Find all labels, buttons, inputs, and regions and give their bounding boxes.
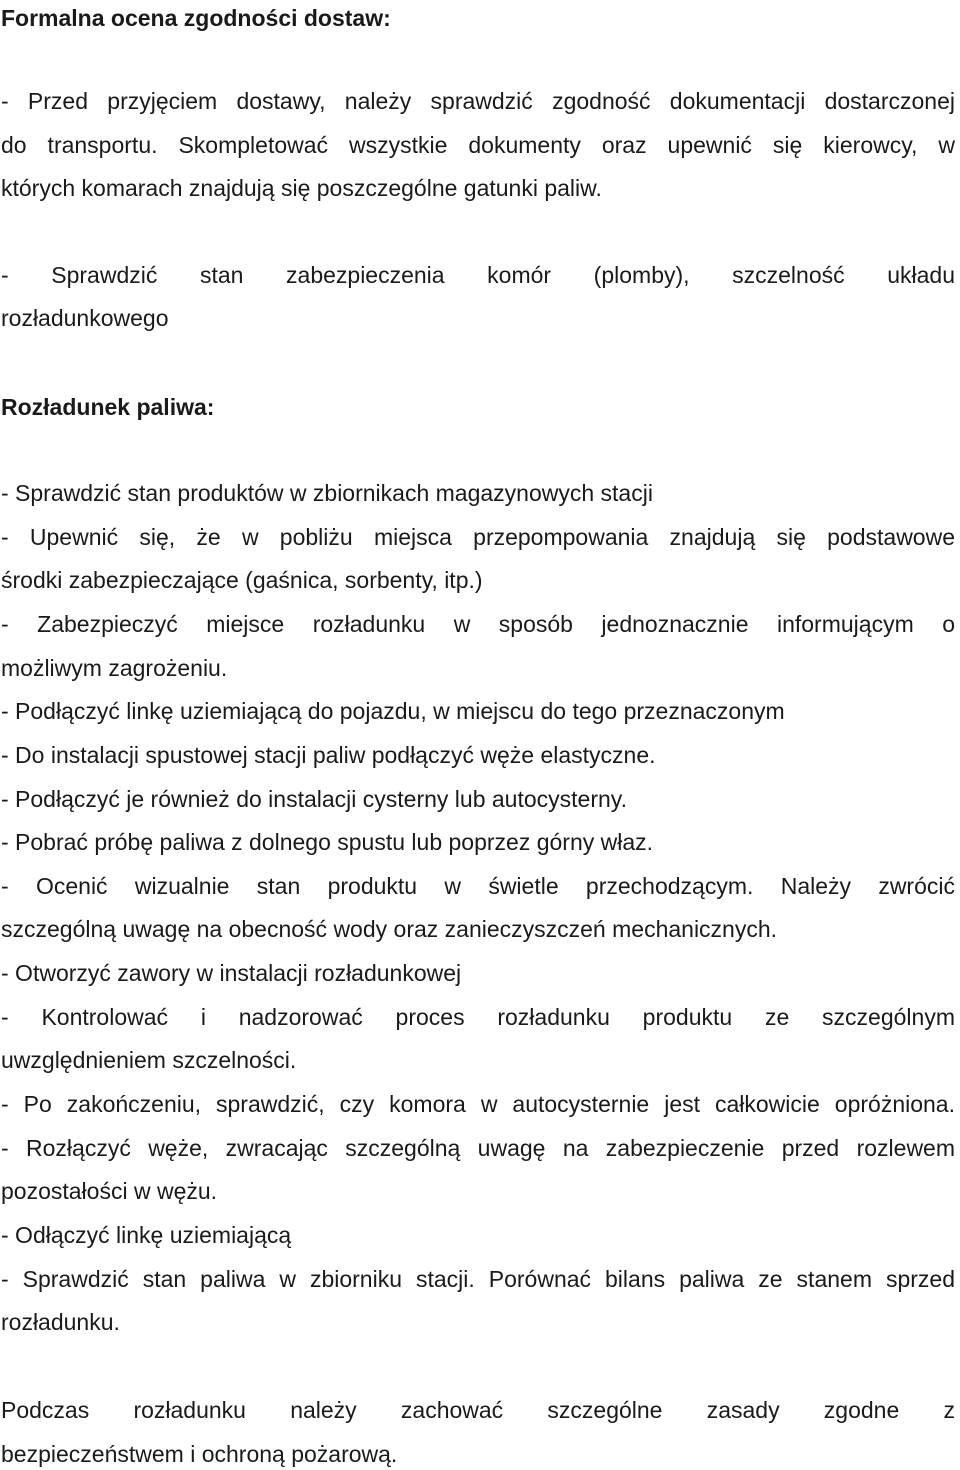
list-item-line: - Ocenić wizualnie stan produktu w świetle przechodzącym. Należy zwrócić — [1, 873, 955, 899]
list-item-line: - Otworzyć zawory w instalacji rozładunkowej — [1, 960, 462, 986]
list-item-line: - Upewnić się, że w pobliżu miejsca przepompowania znajdują się podstawowe — [1, 524, 955, 550]
list-item-line: - Podłączyć je również do instalacji cysterny lub autocysterny. — [1, 786, 627, 812]
section-heading-formal-assessment: Formalna ocena zgodności dostaw: — [1, 5, 391, 31]
closing-paragraph-line: Podczas rozładunku należy zachować szczególne zasady zgodne z — [1, 1397, 955, 1423]
list-item-line: środki zabezpieczające (gaśnica, sorbenty, itp.) — [1, 567, 483, 593]
list-item-line: - Podłączyć linkę uziemiającą do pojazdu, w miejscu do tego przeznaczonym — [1, 698, 785, 724]
list-item-line: uwzględnieniem szczelności. — [1, 1047, 297, 1073]
list-item-line: szczególną uwagę na obecność wody oraz zanieczyszczeń mechanicznych. — [1, 916, 778, 942]
list-item-line: - Do instalacji spustowej stacji paliw podłączyć węże elastyczne. — [1, 742, 656, 768]
paragraph-line: rozładunkowego — [1, 305, 169, 331]
list-item-line: - Sprawdzić stan paliwa w zbiorniku stacji. Porównać bilans paliwa ze stanem sprzed — [1, 1266, 955, 1292]
list-item-line: rozładunku. — [1, 1309, 120, 1335]
paragraph-line: - Przed przyjęciem dostawy, należy sprawdzić zgodność dokumentacji dostarczonej — [1, 88, 955, 114]
list-item-line: - Odłączyć linkę uziemiającą — [1, 1222, 292, 1248]
paragraph-line: których komarach znajdują się poszczególne gatunki paliw. — [1, 175, 602, 201]
paragraph-line: do transportu. Skompletować wszystkie dokumenty oraz upewnić się kierowcy, w — [1, 132, 955, 158]
list-item-line: - Kontrolować i nadzorować proces rozładunku produktu ze szczególnym — [1, 1004, 955, 1030]
closing-paragraph-line: bezpieczeństwem i ochroną pożarową. — [1, 1441, 398, 1467]
list-item-line: możliwym zagrożeniu. — [1, 655, 228, 681]
list-item-line: - Po zakończeniu, sprawdzić, czy komora w autocysternie jest całkowicie opróżniona. — [1, 1091, 955, 1117]
list-item-line: pozostałości w wężu. — [1, 1178, 218, 1204]
list-item-line: - Pobrać próbę paliwa z dolnego spustu lub poprzez górny właz. — [1, 829, 654, 855]
list-item-line: - Zabezpieczyć miejsce rozładunku w sposób jednoznacznie informującym o — [1, 611, 955, 637]
list-item-line: - Sprawdzić stan produktów w zbiornikach magazynowych stacji — [1, 480, 653, 506]
list-item-line: - Rozłączyć węże, zwracając szczególną uwagę na zabezpieczenie przed rozlewem — [1, 1135, 955, 1161]
paragraph-line: - Sprawdzić stan zabezpieczenia komór (plomby), szczelność układu — [1, 262, 955, 288]
section-heading-fuel-unloading: Rozładunek paliwa: — [1, 394, 215, 420]
